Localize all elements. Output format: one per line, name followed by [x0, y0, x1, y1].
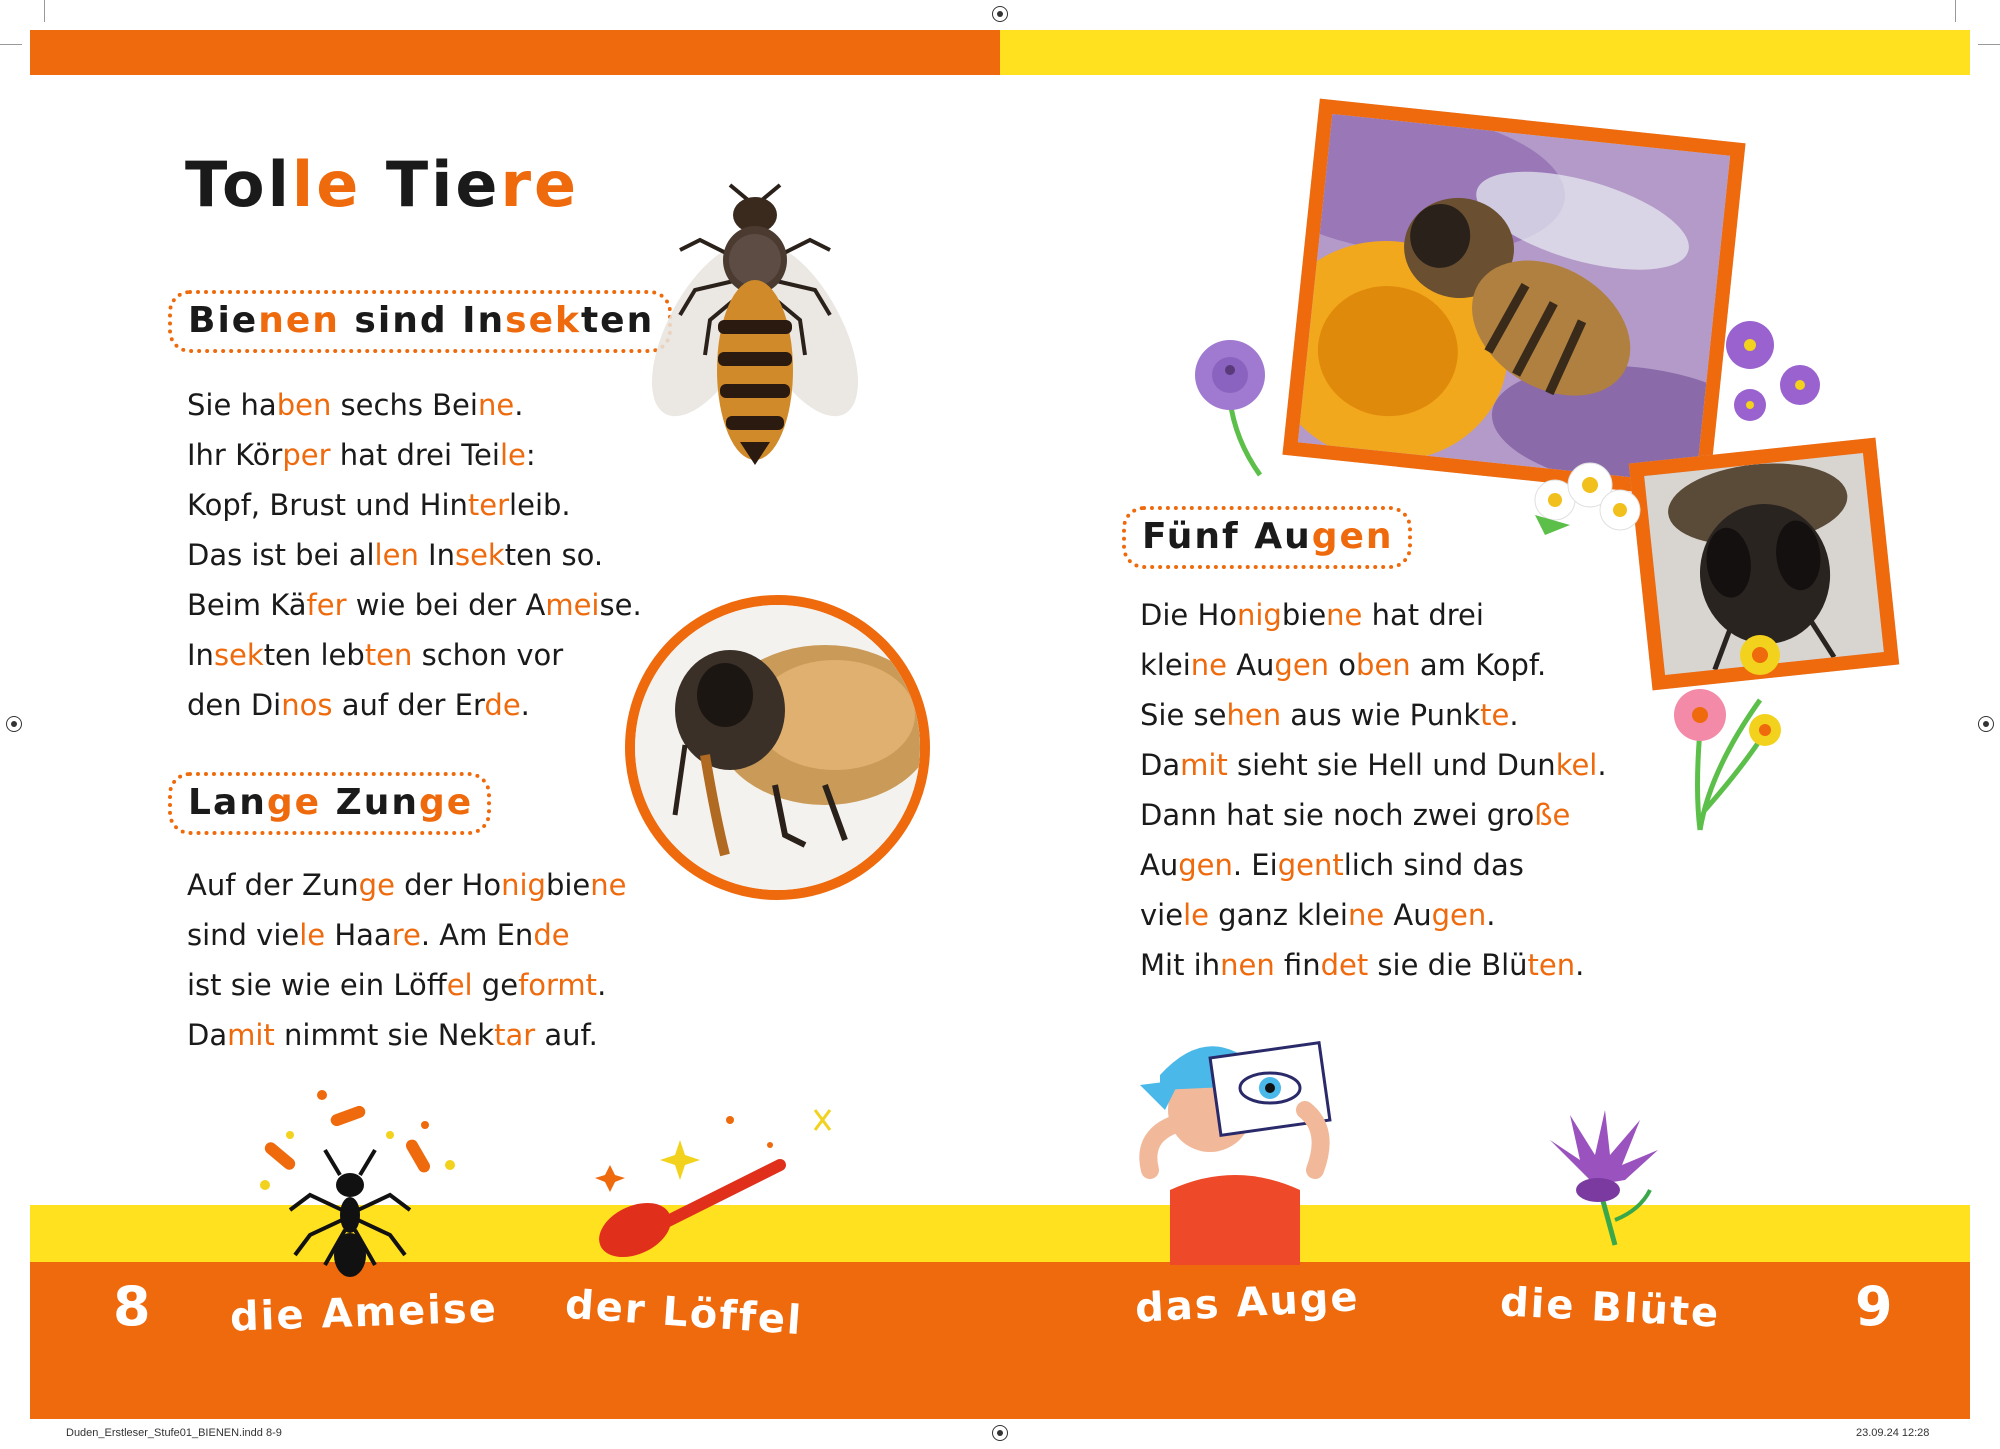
text-segment: nimmt sie Nek — [274, 1018, 495, 1052]
text-segment: den Di — [187, 688, 282, 722]
text-line — [187, 580, 642, 630]
text-segment: ten — [364, 638, 413, 672]
text-segment: Au — [1384, 898, 1432, 932]
text-segment: . — [597, 968, 607, 1002]
text-line — [187, 630, 642, 680]
text-segment: Sie ha — [187, 388, 277, 422]
title-segment: To — [185, 148, 268, 221]
thistle-flower-icon — [1530, 1110, 1660, 1250]
text-segment: der Ho — [394, 868, 502, 902]
text-segment: hat drei Tei — [330, 438, 500, 472]
text-segment: ne — [477, 388, 515, 422]
text-segment: len — [374, 538, 419, 572]
text-line — [187, 1010, 627, 1060]
text-segment: vie — [1140, 898, 1184, 932]
text-segment: ten so. — [504, 538, 604, 572]
text-line — [1140, 690, 1607, 740]
text-segment: In — [187, 638, 214, 672]
text-segment: ge — [472, 968, 519, 1002]
text-segment: aus wie Punk — [1281, 698, 1481, 732]
heading-fuenf-augen — [1122, 506, 1412, 569]
text-segment: ten — [1527, 948, 1576, 982]
text-segment: . — [1486, 898, 1496, 932]
text-segment: fin — [1274, 948, 1321, 982]
text-segment: Sie se — [1140, 698, 1227, 732]
text-segment: ten leb — [263, 638, 365, 672]
bee-top-view-image — [640, 180, 870, 480]
text-segment: mei — [545, 588, 600, 622]
title-segment: re — [500, 148, 580, 221]
text-segment: ge — [358, 868, 395, 902]
text-segment: sie die Blü — [1368, 948, 1528, 982]
text-line — [1140, 790, 1607, 840]
page-number-right: 9 — [1855, 1275, 1893, 1338]
text-segment: gen — [1178, 848, 1233, 882]
text-segment: Au — [1140, 848, 1179, 882]
text-segment: hen — [1226, 698, 1282, 732]
text-segment: nen — [258, 300, 340, 341]
text-segment: le — [1183, 898, 1209, 932]
title-segment: Tie — [361, 148, 501, 221]
text-segment: ist sie wie ein Löf — [187, 968, 447, 1002]
heading-lange-zunge — [168, 772, 491, 835]
text-segment: Da — [187, 1018, 228, 1052]
text-segment: auf. — [535, 1018, 598, 1052]
text-segment: sind In — [339, 300, 506, 341]
text-segment: nig — [1237, 598, 1282, 632]
text-segment: ne — [590, 868, 627, 902]
text-segment: ne — [1190, 648, 1227, 682]
text-segment: gen — [1274, 648, 1330, 682]
text-block-zunge — [187, 860, 627, 1060]
text-segment: kel — [1555, 748, 1598, 782]
text-line — [1140, 890, 1607, 940]
text-segment: nos — [281, 688, 333, 722]
text-segment: formt — [518, 968, 598, 1002]
text-line — [1140, 740, 1607, 790]
text-line — [187, 530, 642, 580]
text-segment: te — [1480, 698, 1510, 732]
caption-auge: das Auge — [1133, 1274, 1361, 1332]
text-segment: sek — [454, 538, 505, 572]
registration-mark-icon — [992, 6, 1008, 22]
text-segment: ge — [266, 782, 322, 823]
text-segment: klei — [1140, 648, 1191, 682]
text-segment: Kopf, Brust und Hin — [187, 488, 468, 522]
registration-mark-icon — [1978, 716, 1994, 732]
text-line — [1140, 640, 1607, 690]
text-segment: Fünf Au — [1142, 516, 1312, 557]
text-segment: schon vor — [412, 638, 564, 672]
text-segment: Ihr Kör — [187, 438, 283, 472]
ant-icon — [250, 1090, 460, 1280]
text-segment: Auf der Zun — [187, 868, 359, 902]
footer-date: 23.09.24 12:28 — [1856, 1427, 1930, 1439]
text-segment: fel — [446, 968, 473, 1002]
bee-on-flower-photo — [1282, 99, 1745, 500]
text-segment: mit — [227, 1018, 275, 1052]
text-segment: gen — [1311, 516, 1394, 557]
crop-mark — [0, 44, 22, 45]
bottom-band-orange — [30, 1262, 1970, 1419]
text-segment: Dann hat sie noch zwei gro — [1140, 798, 1535, 832]
text-segment: : — [525, 438, 536, 472]
text-line — [1140, 590, 1607, 640]
caption-ameise: die Ameise — [229, 1285, 499, 1341]
text-segment: de — [484, 688, 521, 722]
text-segment: sind vie — [187, 918, 300, 952]
text-segment: . — [514, 388, 524, 422]
text-segment: Mit ih — [1140, 948, 1221, 982]
text-segment: ße — [1534, 798, 1571, 832]
crop-mark — [44, 0, 45, 22]
text-segment: de — [533, 918, 570, 952]
text-segment: bie — [545, 868, 591, 902]
text-segment: sechs Bei — [331, 388, 478, 422]
text-line — [187, 860, 627, 910]
heading-bienen-sind-insekten — [168, 290, 672, 353]
text-line — [1140, 940, 1607, 990]
text-segment: o — [1329, 648, 1357, 682]
text-segment: gen — [1431, 898, 1487, 932]
top-bar-orange — [30, 30, 1000, 75]
text-segment: Bie — [188, 300, 259, 341]
white-flowers-icon — [1525, 455, 1645, 545]
text-segment: sieht sie Hell und Dun — [1227, 748, 1556, 782]
text-segment: gent — [1277, 848, 1344, 882]
text-segment: Zun — [321, 782, 419, 823]
text-segment: bie — [1281, 598, 1327, 632]
text-segment: ne — [1326, 598, 1363, 632]
text-segment: wie bei der A — [346, 588, 546, 622]
text-segment: . — [520, 688, 530, 722]
text-segment: le — [299, 918, 326, 952]
text-line — [187, 480, 642, 530]
text-segment: sek — [505, 300, 581, 341]
caption-bluete: die Blüte — [1498, 1279, 1722, 1337]
bee-tongue-photo — [625, 595, 930, 900]
text-segment: Da — [1140, 748, 1181, 782]
text-line — [1140, 840, 1607, 890]
caption-loeffel: der Löffel — [563, 1281, 805, 1345]
title-segment: l — [267, 148, 292, 221]
text-segment: . Am En — [420, 918, 534, 952]
text-segment: am Kopf. — [1410, 648, 1547, 682]
text-segment: In — [418, 538, 455, 572]
text-segment: per — [282, 438, 331, 472]
text-segment: ge — [418, 782, 474, 823]
text-segment: ne — [1347, 898, 1385, 932]
text-segment: ben — [1356, 648, 1411, 682]
text-segment: Die Ho — [1140, 598, 1237, 632]
text-segment: Au — [1226, 648, 1275, 682]
text-block-augen — [1140, 590, 1607, 990]
footer-filename: Duden_Erstleser_Stufe01_BIENEN.indd 8-9 — [66, 1427, 282, 1439]
text-segment: Haa — [325, 918, 392, 952]
crop-mark — [1978, 44, 2000, 45]
text-segment: re — [391, 918, 421, 952]
text-segment: ten — [580, 300, 655, 341]
registration-mark-icon — [992, 1425, 1008, 1441]
title-segment: e — [316, 148, 362, 221]
text-block-insekten — [187, 380, 642, 730]
text-line — [187, 380, 642, 430]
title-segment: l — [291, 148, 317, 221]
text-segment: nig — [501, 868, 546, 902]
text-segment: lich sind das — [1343, 848, 1524, 882]
page-title — [185, 148, 579, 221]
text-segment: ben — [276, 388, 332, 422]
text-segment: det — [1320, 948, 1369, 982]
text-segment: sek — [213, 638, 264, 672]
text-segment: Beim Kä — [187, 588, 307, 622]
text-segment: leib. — [509, 488, 571, 522]
crop-mark — [1955, 0, 1956, 22]
text-segment: Das ist bei al — [187, 538, 375, 572]
top-bar-yellow — [1000, 30, 1970, 75]
text-segment: le — [499, 438, 526, 472]
text-segment: tar — [494, 1018, 536, 1052]
text-segment: se. — [599, 588, 642, 622]
text-segment: auf der Er — [332, 688, 485, 722]
text-segment: hat drei — [1362, 598, 1484, 632]
text-segment: nen — [1220, 948, 1275, 982]
registration-mark-icon — [6, 716, 22, 732]
text-segment: ganz klei — [1208, 898, 1348, 932]
spoon-icon — [590, 1100, 840, 1260]
page-number-left: 8 — [113, 1275, 151, 1338]
text-line — [187, 960, 627, 1010]
text-line — [187, 430, 642, 480]
text-segment: . — [1575, 948, 1585, 982]
boy-with-eye-card-icon — [1120, 1010, 1350, 1265]
text-segment: mit — [1180, 748, 1228, 782]
text-segment: . Ei — [1232, 848, 1278, 882]
purple-flower-icon — [1190, 330, 1270, 480]
text-segment: Lan — [188, 782, 267, 823]
text-line — [187, 910, 627, 960]
text-segment: fer — [306, 588, 347, 622]
text-line — [187, 680, 642, 730]
text-segment: . — [1509, 698, 1519, 732]
text-segment: . — [1597, 748, 1607, 782]
pink-yellow-flowers-icon — [1660, 630, 1790, 840]
violet-flowers-icon — [1710, 310, 1830, 430]
text-segment: ter — [467, 488, 510, 522]
